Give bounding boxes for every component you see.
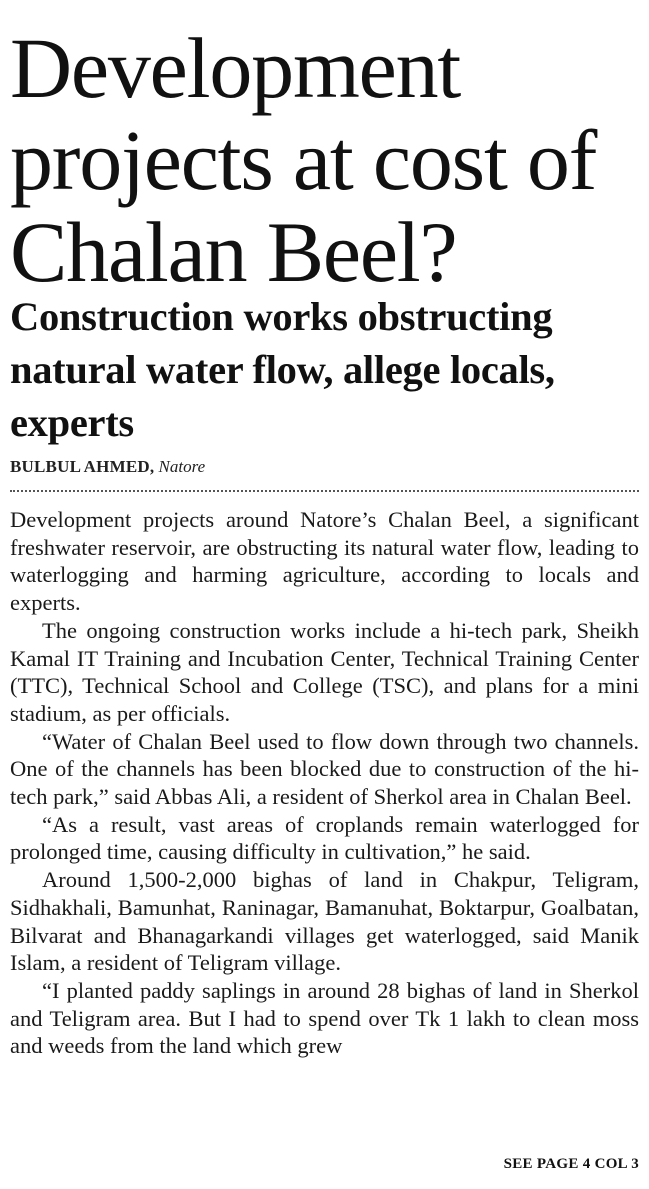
- jump-line: SEE PAGE 4 COL 3: [503, 1156, 639, 1172]
- byline: [10, 456, 639, 478]
- body-paragraph-1: Development projects around Natore’s Chalan Beel, a significant freshwater reservoir, are obstructing its natural water flow, leading to waterlogging and harming agriculture, according to locals and experts.: [10, 507, 639, 616]
- headline: Development projects at cost of Chalan Beel?: [10, 20, 597, 300]
- subheadline: Construction works obstructing natural water flow, allege locals, experts: [10, 294, 555, 445]
- dotted-divider: [10, 490, 639, 492]
- body-paragraph-2: The ongoing construction works include a hi-tech park, Sheikh Kamal IT Training and Incubation Center, Technical Training Center (TTC), Technical School and College (TSC), and plans for a mini stadium, as per officials.: [10, 617, 639, 726]
- body-paragraph-4: “As a result, vast areas of croplands remain waterlogged for prolonged time, causing difficulty in cultivation,” he said.: [10, 811, 639, 865]
- body-paragraph-3: “Water of Chalan Beel used to flow down through two channels. One of the channels has been blocked due to construction of the hi-tech park,” said Abbas Ali, a resident of Sherkol area in Chalan Beel.: [10, 728, 639, 810]
- body-paragraph-6: “I planted paddy saplings in around 28 bighas of land in Sherkol and Teligram area. But I had to spend over Tk 1 lakh to clean moss and weeds from the land which grew: [10, 977, 639, 1059]
- byline-location: Natore: [158, 457, 206, 476]
- body-paragraph-5: Around 1,500-2,000 bighas of land in Chakpur, Teligram, Sidhakhali, Bamunhat, Raninagar, Bamanuhat, Boktarpur, Goalbatan, Bilvarat and Bhanagarkandi villages get waterlogged, said Manik Islam, a resident of Teligram village.: [10, 867, 639, 976]
- article-body: [10, 506, 639, 1060]
- byline-author: BULBUL AHMED,: [10, 457, 155, 476]
